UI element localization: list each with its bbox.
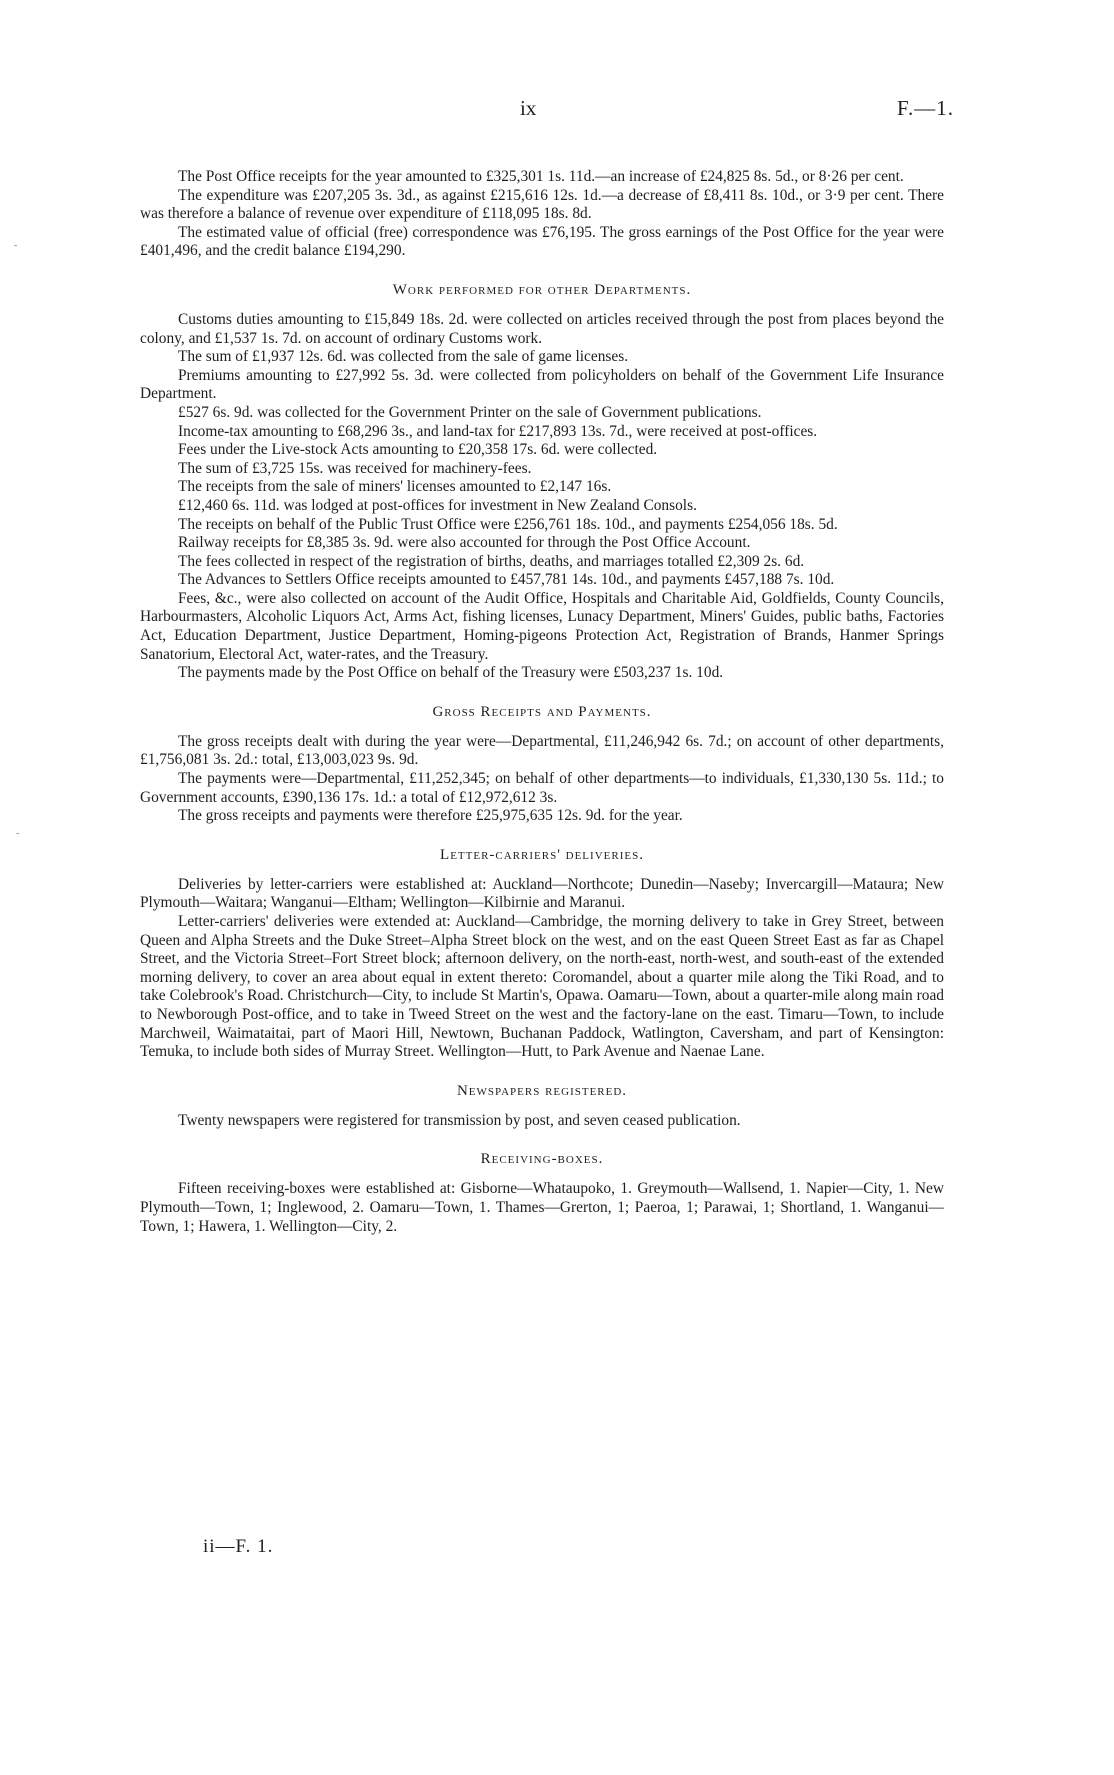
section-heading: Gross Receipts and Payments. [432, 703, 652, 720]
paragraph: The receipts from the sale of miners' licenses amounted to £2,147 16s. [178, 478, 612, 496]
intro-section [140, 168, 944, 261]
paragraph: Fees under the Live-stock Acts amounting to £20,358 17s. 6d. were collected. [178, 441, 658, 459]
paragraph: Income-tax amounting to £68,296 3s., and land-tax for £217,893 13s. 7d., were received at post-offices. [178, 422, 818, 440]
section-heading: Work performed for other Departments. [392, 281, 692, 298]
paragraph: Customs duties amounting to £15,849 18s. 2d. were collected on articles received through the post from places beyond the colony, and £1,537 1s. 7d. on account of ordinary Customs work. [140, 310, 944, 347]
paragraph: Premiums amounting to £27,992 5s. 3d. were collected from policyholders on behalf of the Government Life Insurance Department. [140, 366, 944, 403]
section-gross-receipts [140, 703, 944, 826]
paragraph: Twenty newspapers were registered for transmission by post, and seven ceased publication. [178, 1111, 741, 1129]
section-receiving-boxes [140, 1150, 944, 1236]
section-heading: Letter-carriers' deliveries. [440, 846, 644, 863]
paragraph: Fifteen receiving-boxes were established at: Gisborne—Whataupoko, 1. Greymouth—Wallsend, 1. Napier—City, 1. New Plymouth—Town, 1; Inglewood, 2. Oamaru—Town, 1. Thames—Grerton, 1; Paeroa, 1; Parawai, 1; Shortland, 1. Wanganui—Town, 1; Hawera, 1. Wellington—City, 2. [140, 1180, 944, 1235]
paragraph: The Post Office receipts for the year amounted to £325,301 1s. 11d.—an increase of £24,825 8s. 5d., or 8·26 per cent. [178, 168, 904, 185]
margin-mark: - [16, 828, 20, 839]
document-reference: F.—1. [897, 96, 954, 120]
paragraph: Deliveries by letter-carriers were established at: Auckland—Northcote; Dunedin—Naseby; Invercargill—Mataura; New Plymouth—Waitara; Wanganui—Eltham; Wellington—Kilbirnie and Maranui. [140, 875, 944, 912]
section-letter-carriers [140, 846, 944, 1062]
paragraph: The expenditure was £207,205 3s. 3d., as against £215,616 12s. 1d.—a decrease of £8,411 8s. 10d., or 3·9 per cent. There was therefore a balance of revenue over expenditure of £118,095 18s. 8d. [140, 186, 944, 223]
paragraph: £12,460 6s. 11d. was lodged at post-offices for investment in New Zealand Consols. [178, 496, 697, 514]
paragraph: The Advances to Settlers Office receipts amounted to £457,781 14s. 10d., and payments £457,188 7s. 10d. [178, 571, 835, 589]
paragraph: Letter-carriers' deliveries were extended at: Auckland—Cambridge, the morning delivery to take in Grey Street, between Queen and Alpha Streets and the Duke Street–Alpha Street block on the west, and on the east Queen Street East as far as Chapel Street, and the Victoria Street–Fort Street block; afternoon delivery, on the north-east, north-west, and south-east of the extended morning delivery, to cover an area about equal in extent thereto: Coromandel, about a quarter mile along the Tiki Road, and to take Colebrook's Road. Christchurch—City, to include St Martin's, Opawa. Oamaru—Town, about a quarter-mile along main road to Newborough Post-office, and to take in Tweed Street on the west and the factory-lane on the east. Timaru—Town, to include Marchweil, Waimataitai, part of Maori Hill, Newtown, Buchanan Paddock, Watlington, Caversham, and part of Kensington: Temuka, to include both sides of Murray Street. Wellington—Hutt, to Park Avenue and Naenae Lane. [140, 913, 944, 1061]
section-work-performed [140, 281, 944, 683]
paragraph: The sum of £3,725 15s. was received for machinery-fees. [178, 459, 532, 477]
paragraph: Railway receipts for £8,385 3s. 9d. were also accounted for through the Post Office Account. [178, 534, 751, 552]
section-heading: Newspapers registered. [456, 1082, 628, 1099]
paragraph: £527 6s. 9d. was collected for the Government Printer on the sale of Government publications. [178, 403, 762, 421]
paragraph: Fees, &c., were also collected on account of the Audit Office, Hospitals and Charitable Aid, Goldfields, County Councils, Harbourmasters, Alcoholic Liquors Act, Arms Act, fishing licenses, Lunacy Department, Miners' Guides, public baths, Factories Act, Education Department, Justice Department, Homing-pigeons Protection Act, Registration of Brands, Hanmer Springs Sanatorium, Electoral Act, water-rates, and the Treasury. [140, 589, 944, 663]
signature-mark: ii—F. 1. [203, 1536, 274, 1557]
paragraph: The estimated value of official (free) correspondence was £76,195. The gross earnings of the Post Office for the year were £401,496, and the credit balance £194,290. [140, 223, 944, 260]
margin-mark: - [14, 240, 18, 251]
body-text [140, 168, 944, 1236]
paragraph: The gross receipts dealt with during the year were—Departmental, £11,246,942 6s. 7d.; on account of other departments, £1,756,081 3s. 2d.: total, £13,003,023 9s. 9d. [140, 732, 944, 769]
paragraph: The receipts on behalf of the Public Trust Office were £256,761 18s. 10d., and payments £254,056 18s. 5d. [178, 515, 838, 533]
section-heading: Receiving-boxes. [480, 1151, 604, 1168]
section-newspapers [140, 1082, 944, 1131]
paragraph: The payments were—Departmental, £11,252,345; on behalf of other departments—to individuals, £1,330,130 5s. 11d.; to Government accounts, £390,136 17s. 1d.: a total of £12,972,612 3s. [140, 770, 944, 806]
page-header [0, 96, 1114, 126]
paragraph: The fees collected in respect of the registration of births, deaths, and marriages totalled £2,309 2s. 6d. [178, 552, 805, 570]
paragraph: The gross receipts and payments were therefore £25,975,635 12s. 9d. for the year. [178, 807, 683, 825]
paragraph: The payments made by the Post Office on behalf of the Treasury were £503,237 1s. 10d. [178, 664, 724, 682]
paragraph: The sum of £1,937 12s. 6d. was collected from the sale of game licenses. [178, 348, 629, 366]
page-number: ix [520, 96, 537, 120]
